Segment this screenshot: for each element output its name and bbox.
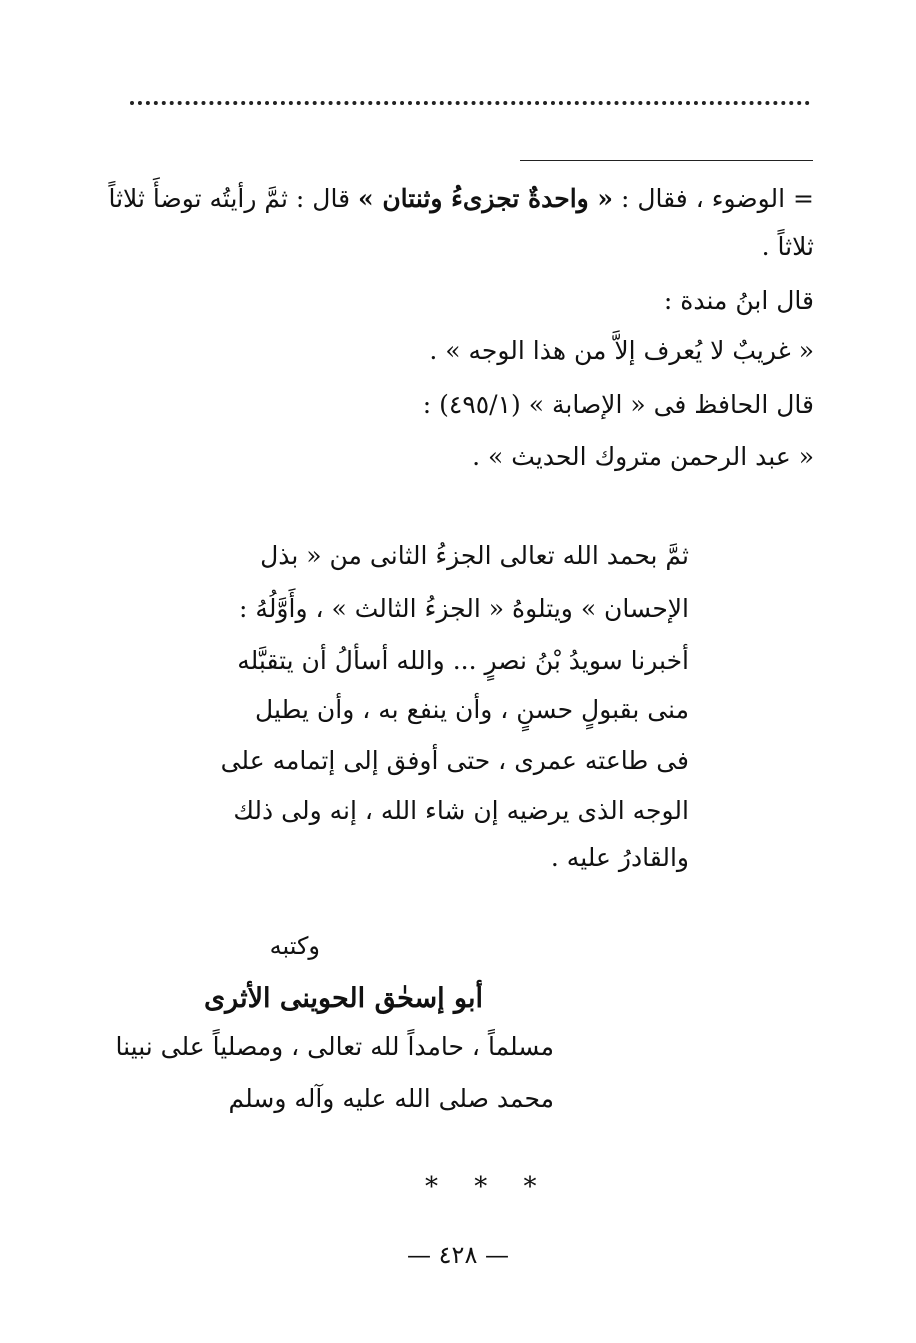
ibn-mandah-text: « غريبٌ لا يُعرف إلاَّ من هذا الوجه » . bbox=[429, 336, 814, 365]
section-separator: * * * bbox=[425, 1172, 551, 1202]
colophon-line: منى بقبولٍ حسنٍ ، وأن ينفع به ، وأن يطيل bbox=[255, 695, 689, 724]
colophon-line: الوجه الذى يرضيه إن شاء الله ، إنه ولى ذلك bbox=[233, 796, 689, 825]
ibn-mandah-intro: قال ابنُ مندة : bbox=[663, 286, 814, 315]
header-dotted-rule bbox=[130, 101, 810, 105]
colophon-line: أخبرنا سويدُ بْنُ نصرٍ ... والله أسألُ أن يتقبَّله bbox=[237, 646, 689, 675]
signature-wrote: وكتبه bbox=[269, 932, 320, 960]
signature-author: أبو إسحٰق الحوينى الأثرى bbox=[204, 983, 483, 1014]
footnote-line-1 bbox=[108, 179, 814, 219]
page-number: — ٤٢٨ — bbox=[407, 1241, 509, 1269]
signature-line-1: مسلماً ، حامداً لله تعالى ، ومصلياً على نبينا bbox=[115, 1032, 554, 1061]
signature-line-2: محمد صلى الله عليه وآله وسلم bbox=[228, 1084, 554, 1113]
colophon-line: والقادرُ عليه . bbox=[550, 843, 689, 872]
colophon-line: ثمَّ بحمد الله تعالى الجزءُ الثانى من « بذل bbox=[260, 541, 689, 570]
colophon-line: الإحسان » ويتلوهُ « الجزءُ الثالث » ، وأَوَّلُهُ : bbox=[239, 594, 689, 623]
footnote-quote: « واحدةٌ تجزىءُ وثنتان » bbox=[357, 184, 614, 213]
footnote-suffix: قال : ثمَّ رأيتُه توضأَ ثلاثاً bbox=[108, 184, 358, 213]
footnote-prefix: = الوضوء ، فقال : bbox=[613, 184, 814, 213]
colophon-line: فى طاعته عمرى ، حتى أوفق إلى إتمامه على bbox=[220, 746, 689, 775]
hafiz-text: « عبد الرحمن متروك الحديث » . bbox=[472, 442, 814, 471]
footnote-rule bbox=[520, 160, 813, 161]
footnote-line-2: ثلاثاً . bbox=[761, 232, 814, 261]
hafiz-intro: قال الحافظ فى « الإصابة » (٤٩٥/١) : bbox=[422, 390, 814, 419]
